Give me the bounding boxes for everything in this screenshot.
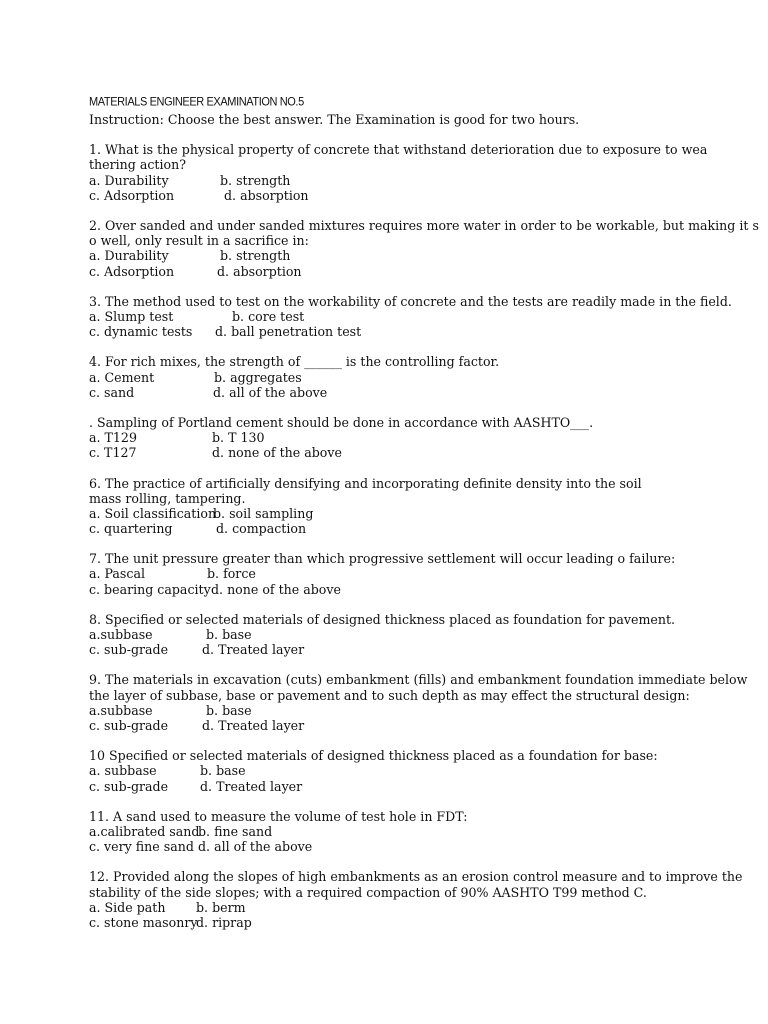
question-text: 8. Specified or selected materials of designed thickness placed as foundation for pavement. bbox=[89, 611, 676, 627]
answer-option: a. Soil classification bbox=[89, 505, 217, 521]
question-text: 9. The materials in excavation (cuts) embankment (fills) and embankment foundation immediate below the layer of subbase, base or pavement and to such depth as may effect the structural design: bbox=[89, 672, 748, 703]
question-item bbox=[89, 142, 729, 203]
answer-option: b. base bbox=[206, 627, 252, 643]
answer-option: a. Pascal bbox=[89, 566, 145, 582]
answer-option: a.subbase bbox=[89, 702, 153, 718]
answer-option: b. force bbox=[207, 566, 256, 582]
answer-option: c. T127 bbox=[89, 445, 137, 461]
option-row bbox=[89, 779, 729, 794]
answer-option: a. Cement bbox=[89, 369, 155, 385]
document-title: MATERIALS ENGINEER EXAMINATION NO.5 bbox=[89, 96, 304, 109]
question-text: 12. Provided along the slopes of high embankments as an erosion control measure and to improve the stability of the side slopes; with a required compaction of 90% AASHTO T99 method C. bbox=[89, 869, 743, 900]
question-text: 10 Specified or selected materials of designed thickness placed as a foundation for base: bbox=[89, 748, 658, 764]
option-row bbox=[89, 173, 729, 188]
answer-option: b. T 130 bbox=[212, 430, 265, 446]
question-item bbox=[89, 354, 729, 400]
answer-option: c. sand bbox=[89, 384, 135, 400]
option-row bbox=[89, 900, 729, 915]
answer-option: a. T129 bbox=[89, 430, 137, 446]
option-row bbox=[89, 324, 729, 339]
answer-option: a. Slump test bbox=[89, 308, 174, 324]
option-row bbox=[89, 309, 729, 324]
answer-option: b. strength bbox=[220, 172, 291, 188]
question-text: 7. The unit pressure greater than which progressive settlement will occur leading o failure: bbox=[89, 551, 676, 567]
answer-option: d. absorption bbox=[217, 263, 302, 279]
question-text: . Sampling of Portland cement should be done in accordance with AASHTO___. bbox=[89, 414, 594, 430]
answer-option: a. subbase bbox=[89, 763, 157, 779]
question-item bbox=[89, 672, 748, 734]
answer-option: d. none of the above bbox=[211, 581, 341, 597]
option-row bbox=[89, 915, 729, 930]
answer-option: b. fine sand bbox=[198, 824, 273, 839]
question-item bbox=[89, 551, 729, 597]
question-item bbox=[89, 869, 743, 930]
answer-option: a. Durability bbox=[89, 172, 169, 188]
answer-option: d. Treated layer bbox=[202, 642, 305, 658]
answer-option: c. stone masonry bbox=[89, 914, 198, 930]
answer-option: b. aggregates bbox=[214, 369, 302, 385]
answer-option: c. Adsorption bbox=[89, 187, 175, 203]
answer-option: a. Durability bbox=[89, 248, 169, 264]
answer-option: d. Treated layer bbox=[202, 718, 305, 734]
answer-option: d. all of the above bbox=[213, 384, 328, 400]
option-row bbox=[89, 385, 729, 400]
answer-option: c. very fine sand bbox=[89, 839, 194, 855]
answer-option: c. sub-grade bbox=[89, 642, 169, 658]
answer-option: a.calibrated sand bbox=[89, 824, 200, 839]
option-row bbox=[89, 370, 729, 385]
answer-option: b. core test bbox=[232, 308, 305, 324]
answer-option: c. sub-grade bbox=[89, 718, 169, 734]
answer-option: c. dynamic tests bbox=[89, 324, 193, 340]
answer-option: c. quartering bbox=[89, 521, 173, 537]
answer-option: a. Side path bbox=[89, 899, 166, 915]
question-text: 2. Over sanded and under sanded mixtures requires more water in order to be workable, but making it s o well, only result in a sacrifice in: bbox=[89, 217, 759, 249]
question-item bbox=[89, 809, 729, 855]
answer-option: c. sub-grade bbox=[89, 778, 169, 794]
option-row bbox=[89, 839, 729, 854]
answer-option: c. bearing capacity bbox=[89, 581, 211, 597]
answer-option: c. Adsorption bbox=[89, 263, 175, 279]
instruction-text: Instruction: Choose the best answer. The Examination is good for two hours. bbox=[89, 112, 580, 127]
answer-option: d. absorption bbox=[224, 187, 309, 203]
option-row bbox=[89, 824, 729, 839]
option-row bbox=[89, 566, 729, 581]
option-row bbox=[89, 582, 729, 597]
question-text: 11. A sand used to measure the volume of test hole in FDT: bbox=[89, 808, 468, 824]
answer-option: d. Treated layer bbox=[200, 778, 303, 794]
option-row bbox=[89, 506, 729, 521]
answer-option: d. none of the above bbox=[212, 445, 342, 461]
option-row bbox=[89, 188, 729, 203]
question-text: 6. The practice of artificially densifying and incorporating definite density into the soil mass rolling, tampering. bbox=[89, 475, 642, 506]
option-row bbox=[89, 642, 729, 657]
question-item bbox=[89, 748, 729, 794]
answer-option: d. ball penetration test bbox=[215, 324, 362, 340]
answer-option: b. soil sampling bbox=[213, 505, 314, 521]
option-row bbox=[89, 248, 729, 263]
question-text: 4. For rich mixes, the strength of ______ is the controlling factor. bbox=[89, 354, 500, 370]
question-item bbox=[89, 612, 729, 658]
answer-option: d. riprap bbox=[196, 914, 252, 930]
question-text: 3. The method used to test on the workability of concrete and the tests are readily made in the field. bbox=[89, 293, 732, 309]
option-row bbox=[89, 718, 729, 733]
answer-option: d. compaction bbox=[216, 521, 307, 537]
answer-option: d. all of the above bbox=[198, 839, 313, 855]
option-row bbox=[89, 521, 729, 536]
option-row bbox=[89, 627, 729, 642]
question-text: 1. What is the physical property of concrete that withstand deterioration due to exposure to wea thering action? bbox=[89, 142, 708, 173]
question-item bbox=[89, 476, 729, 537]
option-row bbox=[89, 763, 729, 778]
question-item bbox=[89, 293, 732, 340]
answer-option: b. base bbox=[200, 763, 246, 779]
exam-page bbox=[89, 95, 759, 945]
answer-option: b. berm bbox=[196, 899, 246, 915]
option-row bbox=[89, 264, 729, 279]
question-item bbox=[89, 415, 729, 461]
option-row bbox=[89, 445, 729, 460]
answer-option: a.subbase bbox=[89, 627, 153, 643]
question-item bbox=[89, 217, 759, 279]
answer-option: b. strength bbox=[220, 248, 291, 264]
option-row bbox=[89, 703, 729, 718]
answer-option: b. base bbox=[206, 702, 252, 718]
option-row bbox=[89, 430, 729, 445]
question-list bbox=[89, 142, 759, 930]
